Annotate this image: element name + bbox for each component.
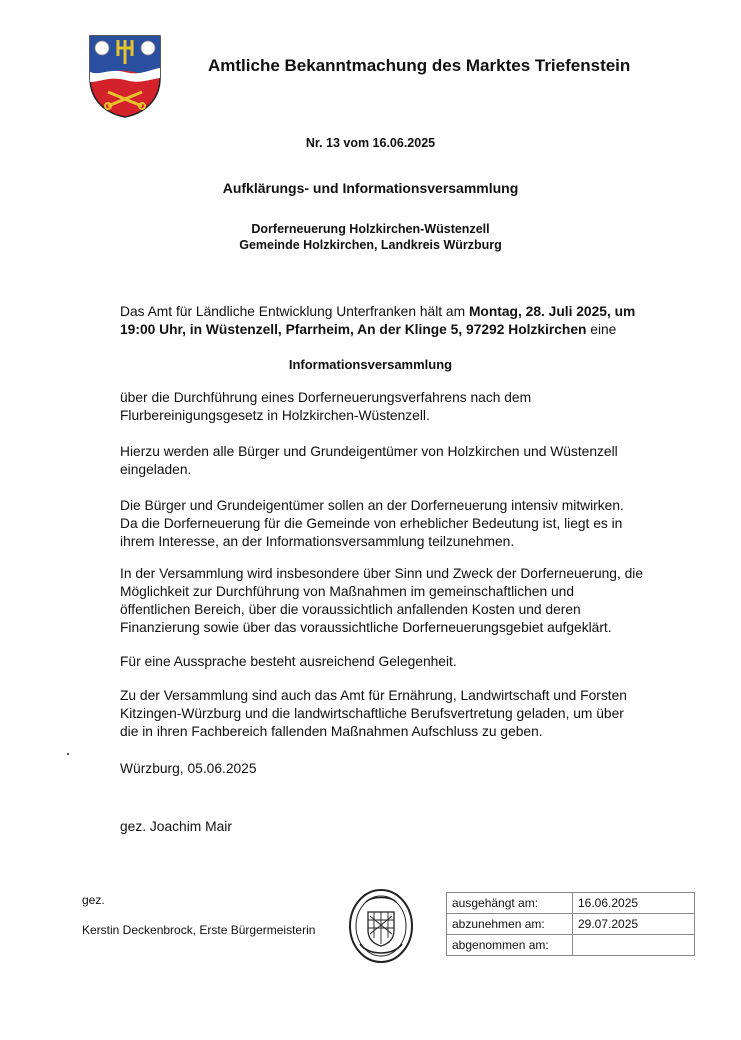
intro-text-end: eine (586, 322, 617, 337)
posting-table (446, 892, 695, 956)
place-date: Würzburg, 05.06.2025 (120, 761, 257, 776)
section-heading: Informationsversammlung (288, 357, 453, 372)
posted-value: 16.06.2025 (573, 893, 695, 914)
paragraph: Die Bürger und Grundeigentümer sollen an der Dorferneuerung intensiv mitwirken. Da die Dorferneuerung für die Gemeinde von erheblicher Bedeutung ist, liegt es in ihrem Interesse, an der Informationsversammlung teilzunehmen. (120, 498, 624, 549)
removed-label: abgenommen am: (447, 935, 573, 956)
table-row (447, 893, 695, 914)
issue-number: Nr. 13 vom 16.06.2025 (305, 136, 436, 150)
intro-date: Montag, 28. Juli 2025, um (468, 304, 636, 319)
gez-label: gez. (82, 893, 105, 907)
signatory: Kerstin Deckenbrock, Erste Bürgermeisterin (82, 923, 316, 937)
table-row (447, 935, 695, 956)
subheadline (0, 221, 741, 253)
headline: Aufklärungs- und Informationsversammlung (222, 180, 519, 196)
coat-of-arms-logo (88, 34, 162, 118)
signed-by: gez. Joachim Mair (120, 819, 232, 834)
subheadline-line-1: Dorferneuerung Holzkirchen-Wüstenzell (251, 222, 490, 236)
intro-text: Das Amt für Ländliche Entwicklung Unterfranken hält am (120, 304, 469, 319)
subheadline-line-2: Gemeinde Holzkirchen, Landkreis Würzburg (239, 238, 502, 252)
intro-paragraph (120, 303, 645, 339)
speck (67, 753, 69, 755)
paragraph: über die Durchführung eines Dorferneuerungsverfahrens nach dem Flurbereinigungsgesetz in Holzkirchen-Wüstenzell. (120, 390, 532, 423)
remove-by-value: 29.07.2025 (573, 914, 695, 935)
paragraph: Für eine Aussprache besteht ausreichend Gelegenheit. (120, 654, 457, 669)
removed-value (573, 935, 695, 956)
intro-location: 19:00 Uhr, in Wüstenzell, Pfarrheim, An der Klinge 5, 97292 Holzkirchen (120, 322, 587, 337)
table-row (447, 914, 695, 935)
paragraph: Hierzu werden alle Bürger und Grundeigentümer von Holzkirchen und Wüstenzell eingeladen. (120, 444, 618, 477)
official-seal (348, 888, 414, 964)
page-title: Amtliche Bekanntmachung des Marktes Triefenstein (208, 56, 631, 75)
paragraph: In der Versammlung wird insbesondere über Sinn und Zweck der Dorferneuerung, die Möglichkeit zur Durchführung von Maßnahmen im gemeinschaftlichen und öffentlichen Bereich, über die voraussichtlich anfallenden Kosten und deren Finanzierung sowie über das voraussichtliche Dorferneuerungsgebiet aufgeklärt. (120, 566, 644, 635)
paragraph: Zu der Versammlung sind auch das Amt für Ernährung, Landwirtschaft und Forsten Kitzingen-Würzburg und die landwirtschaftliche Berufsvertretung geladen, um über die in ihren Fachbereich fallenden Maßnahmen Aufschluss zu geben. (120, 688, 627, 739)
remove-by-label: abzunehmen am: (447, 914, 573, 935)
posted-label: ausgehängt am: (447, 893, 573, 914)
